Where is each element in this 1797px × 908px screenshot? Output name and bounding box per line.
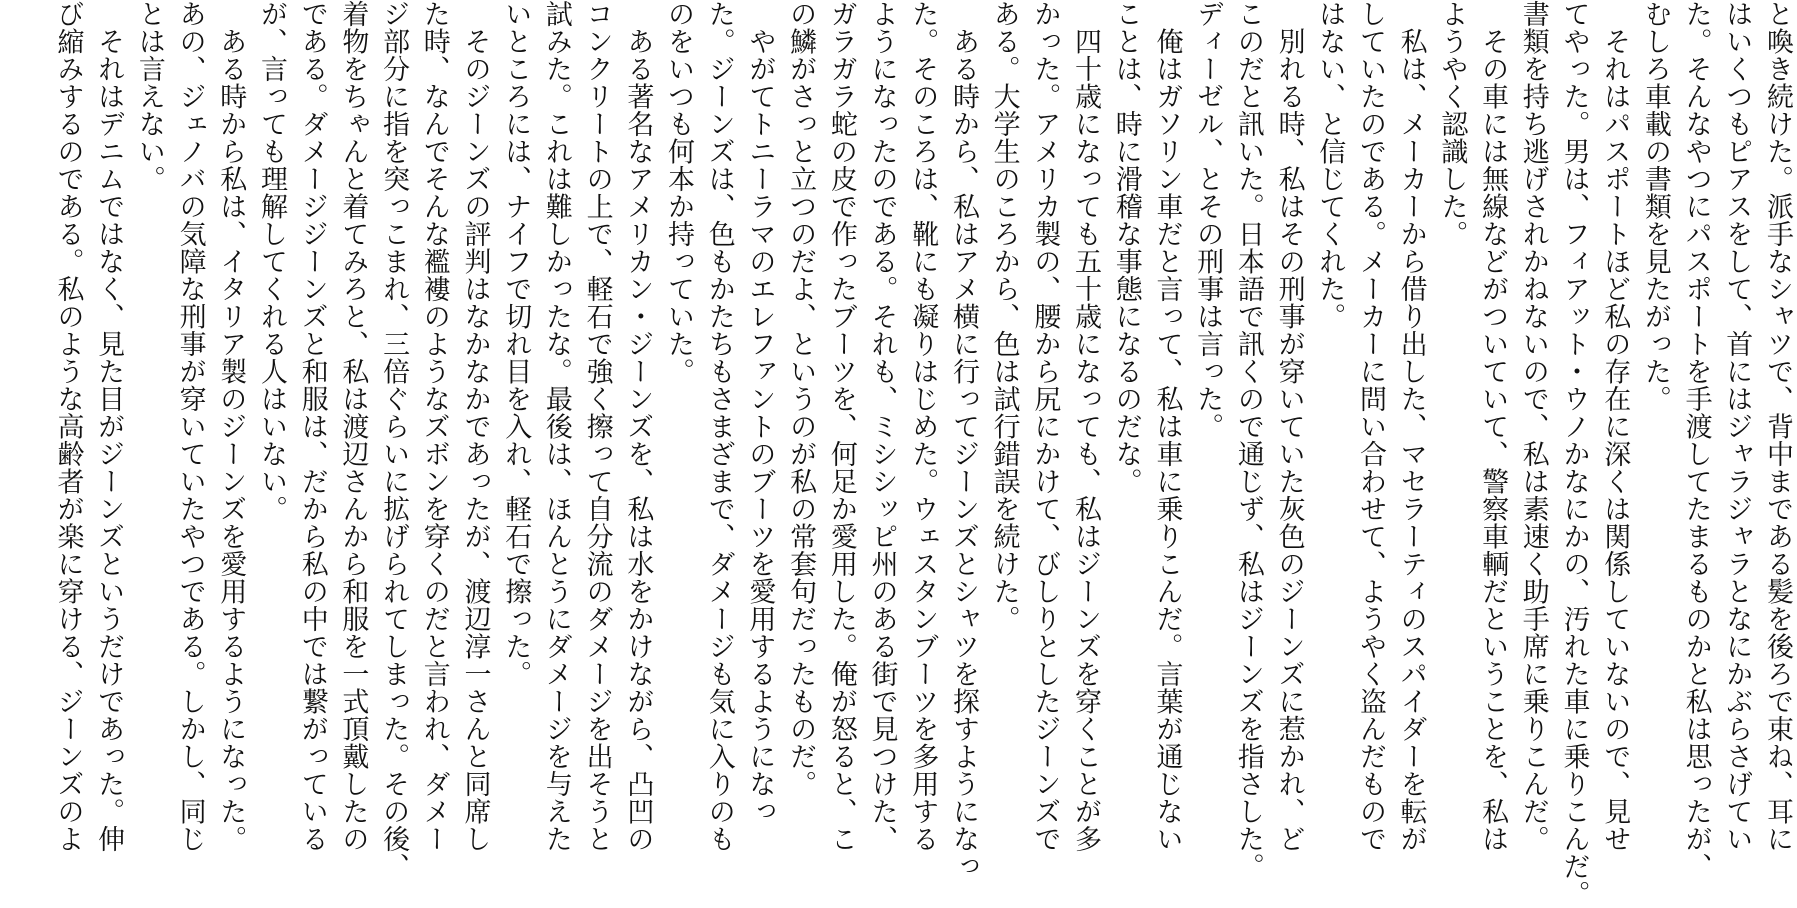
- text-column: た。そんなやつにパスポートを手渡してたまるものかと私は思ったが、: [1680, 0, 1712, 880]
- text-column: ディーゼル、とその刑事は言った。: [1192, 0, 1224, 440]
- text-column: び縮みするのである。私のような高齢者が楽に穿ける、ジーンズのよ: [52, 0, 84, 853]
- text-column: それはデニムではなく、見た目がジーンズというだけであった。伸: [93, 0, 125, 853]
- text-column: 着物をちゃんと着てみろと、私は渡辺さんから和服を一式頂戴したの: [337, 0, 369, 853]
- text-column: 試みた。これは難しかったな。最後は、ほんとうにダメージを与えた: [540, 0, 572, 853]
- text-column: 俺はガソリン車だと言って、私は車に乗りこんだ。言葉が通じない: [1151, 0, 1183, 853]
- text-column: ようになったのである。それも、ミシシッピ州のある街で見つけた、: [866, 0, 898, 853]
- text-column: た時、なんでそんな襤褸のようなズボンを穿くのだと言われ、ダメー: [418, 0, 450, 853]
- text-column: かった。アメリカ製の、腰から尻にかけて、びしりとしたジーンズで: [1029, 0, 1061, 853]
- text-column: その車には無線などがついていて、警察車輌だということを、私は: [1477, 0, 1509, 853]
- text-column: ある。大学生のころから、色は試行錯誤を続けた。: [988, 0, 1020, 633]
- text-column: はない、と信じてくれた。: [1314, 0, 1346, 330]
- text-column: た。ジーンズは、色もかたちもさまざまで、ダメージも気に入りのも: [703, 0, 735, 853]
- text-column: それはパスポートほど私の存在に深くは関係していないので、見せ: [1599, 0, 1631, 853]
- text-column: 四十歳になっても五十歳になっても、私はジーンズを穿くことが多: [1070, 0, 1102, 853]
- text-column: コンクリートの上で、軽石で強く擦って自分流のダメージを出そうと: [581, 0, 613, 853]
- text-column: ようやく認識した。: [1436, 0, 1468, 248]
- text-column: 私は、メーカーから借り出した、マセラーティのスパイダーを転が: [1395, 0, 1427, 853]
- text-column: とは言えない。: [133, 0, 165, 193]
- text-column: あの、ジェノバの気障な刑事が穿いていたやつである。しかし、同じ: [174, 0, 206, 853]
- text-column: 書類を持ち逃げされかねないので、私は素速く助手席に乗りこんだ。: [1517, 0, 1549, 853]
- text-column: ガラガラ蛇の皮で作ったブーツを、何足か愛用した。俺が怒ると、こ: [825, 0, 857, 853]
- text-column: の鱗がさっと立つのだよ、というのが私の常套句だったものだ。: [785, 0, 817, 798]
- text-column: ある時から私は、イタリア製のジーンズを愛用するようになった。: [215, 0, 247, 853]
- text-column: ことは、時に滑稽な事態になるのだな。: [1110, 0, 1142, 495]
- text-column: 別れる時、私はその刑事が穿いていた灰色のジーンズに惹かれ、ど: [1273, 0, 1305, 853]
- text-column: このだと訊いた。日本語で訊くので通じず、私はジーンズを指さした。: [1232, 0, 1264, 880]
- text-column: いところには、ナイフで切れ目を入れ、軽石で擦った。: [500, 0, 532, 688]
- text-column: た。そのころは、靴にも凝りはじめた。ウェスタンブーツを多用する: [907, 0, 939, 853]
- text-column: である。ダメージジーンズと和服は、だから私の中では繋がっている: [296, 0, 328, 853]
- text-column: ある著名なアメリカン・ジーンズを、私は水をかけながら、凸凹の: [622, 0, 654, 853]
- text-column: ある時から、私はアメ横に行ってジーンズとシャツを探すようになっ: [947, 0, 979, 880]
- text-column: と喚き続けた。派手なシャツで、背中まである髪を後ろで束ね、耳に: [1762, 0, 1793, 853]
- text-column: てやった。男は、フィアット・ウノかなにかの、汚れた車に乗りこんだ。: [1558, 0, 1590, 908]
- text-column: が、言っても理解してくれる人はいない。: [255, 0, 287, 523]
- text-column: のをいつも何本か持っていた。: [663, 0, 695, 385]
- text-column: ジ部分に指を突っこまれ、三倍ぐらいに拡げられてしまった。その後、: [378, 0, 410, 880]
- text-column: むしろ車載の書類を見たがった。: [1639, 0, 1671, 413]
- text-column: はいくつもピアスをして、首にはジャラジャラとなにかぶらさげてい: [1721, 0, 1753, 853]
- text-column: していたのである。メーカーに問い合わせて、ようやく盗んだもので: [1354, 0, 1386, 853]
- text-column: やがてトニーラマのエレファントのブーツを愛用するようになっ: [744, 0, 776, 825]
- text-column: そのジーンズの評判はなかなかであったが、渡辺淳一さんと同席し: [459, 0, 491, 853]
